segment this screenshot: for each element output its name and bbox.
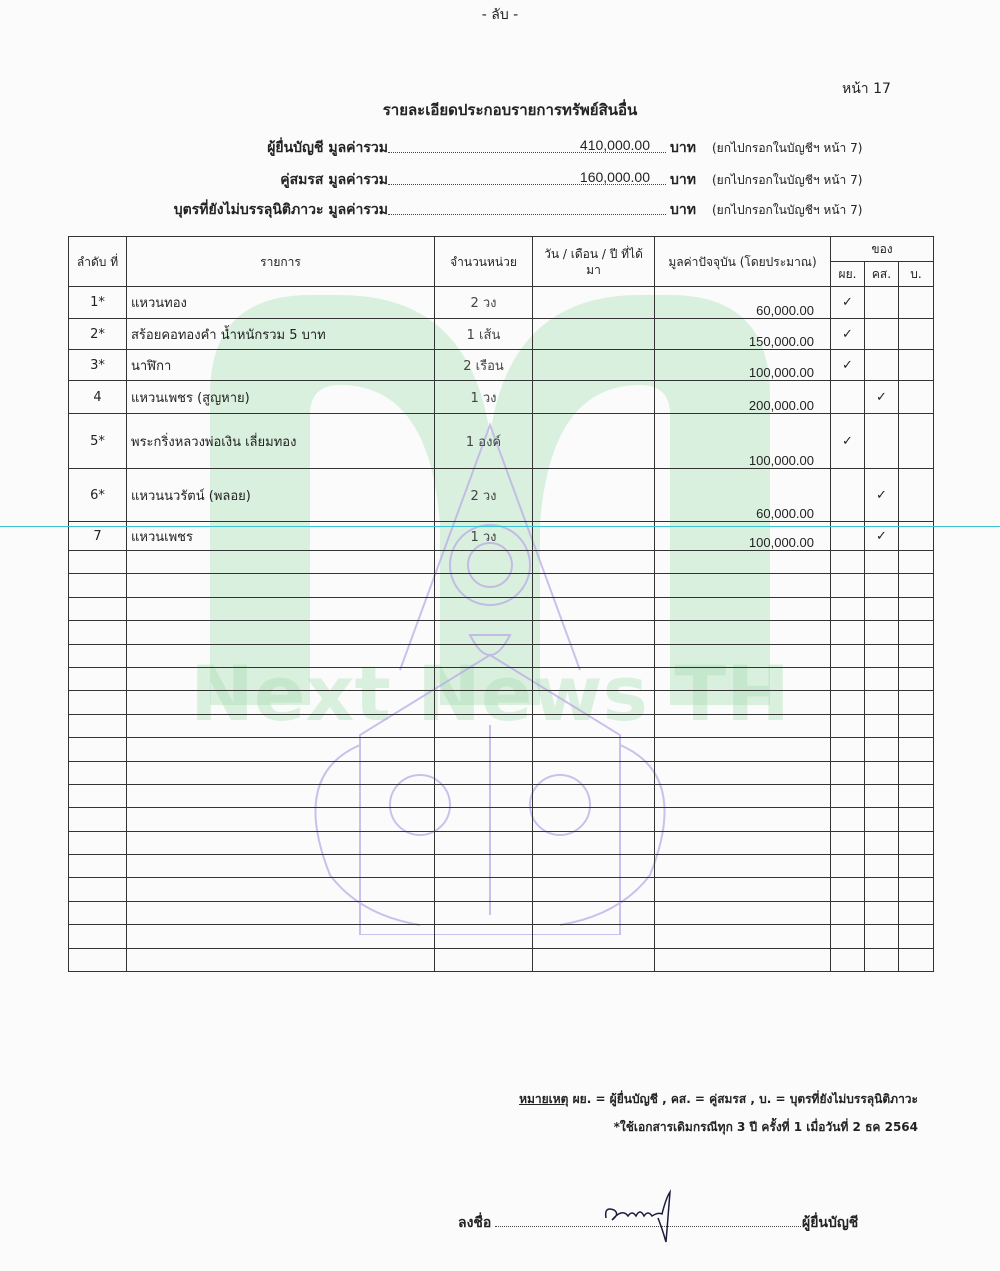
- empty-table-row: [69, 691, 934, 714]
- empty-cell: [435, 831, 533, 854]
- empty-cell: [127, 761, 435, 784]
- empty-cell: [655, 621, 831, 644]
- form-title: รายละเอียดประกอบรายการทรัพย์สินอื่น: [382, 101, 638, 119]
- empty-cell: [831, 878, 865, 901]
- empty-cell: [69, 644, 127, 667]
- empty-cell: [899, 714, 934, 737]
- empty-cell: [69, 831, 127, 854]
- empty-cell: [435, 621, 533, 644]
- empty-cell: [899, 878, 934, 901]
- empty-cell: [831, 667, 865, 690]
- empty-cell: [655, 691, 831, 714]
- empty-cell: [435, 667, 533, 690]
- empty-cell: [127, 948, 435, 971]
- row-no: 6*: [69, 469, 127, 522]
- empty-cell: [865, 667, 899, 690]
- empty-cell: [899, 831, 934, 854]
- empty-cell: [533, 878, 655, 901]
- empty-cell: [435, 574, 533, 597]
- empty-cell: [127, 714, 435, 737]
- empty-cell: [899, 621, 934, 644]
- empty-cell: [865, 714, 899, 737]
- empty-cell: [69, 597, 127, 620]
- row-value: 100,000.00: [655, 350, 831, 381]
- empty-cell: [831, 784, 865, 807]
- empty-cell: [533, 925, 655, 948]
- empty-cell: [831, 597, 865, 620]
- empty-cell: [865, 925, 899, 948]
- row-item: แหวนทอง: [127, 287, 435, 319]
- empty-cell: [899, 784, 934, 807]
- empty-cell: [69, 738, 127, 761]
- empty-cell: [435, 714, 533, 737]
- table-row: [69, 414, 934, 469]
- header-owner-filer: ผย.: [831, 262, 865, 287]
- row-date: [533, 319, 655, 350]
- empty-cell: [655, 644, 831, 667]
- row-no: 5*: [69, 414, 127, 469]
- check-spouse: ✓: [865, 522, 899, 551]
- empty-table-row: [69, 808, 934, 831]
- check-filer: [831, 381, 865, 414]
- empty-cell: [899, 644, 934, 667]
- empty-cell: [127, 855, 435, 878]
- header-item: รายการ: [127, 237, 435, 287]
- summary-value: 410,000.00: [579, 137, 650, 153]
- empty-cell: [69, 948, 127, 971]
- empty-cell: [865, 691, 899, 714]
- row-value: 60,000.00: [655, 287, 831, 319]
- empty-cell: [533, 901, 655, 924]
- remark: [0, 1090, 918, 1109]
- empty-cell: [69, 925, 127, 948]
- sign-label: ลงชื่อ: [458, 1215, 492, 1231]
- check-filer: [831, 469, 865, 522]
- summary-row-child: [0, 199, 1000, 223]
- empty-table-row: [69, 738, 934, 761]
- row-no: 1*: [69, 287, 127, 319]
- empty-cell: [831, 574, 865, 597]
- empty-cell: [865, 948, 899, 971]
- empty-table-row: [69, 855, 934, 878]
- handwritten-signature: [600, 1188, 690, 1248]
- empty-cell: [831, 551, 865, 574]
- empty-cell: [533, 621, 655, 644]
- empty-cell: [533, 855, 655, 878]
- row-value: 200,000.00: [655, 381, 831, 414]
- empty-cell: [831, 948, 865, 971]
- check-spouse: ✓: [865, 381, 899, 414]
- empty-table-row: [69, 621, 934, 644]
- empty-cell: [899, 738, 934, 761]
- empty-table-row: [69, 597, 934, 620]
- check-child: [899, 469, 934, 522]
- empty-table-row: [69, 948, 934, 971]
- empty-cell: [865, 878, 899, 901]
- empty-cell: [655, 948, 831, 971]
- empty-cell: [69, 901, 127, 924]
- empty-cell: [899, 574, 934, 597]
- asset-rows: [69, 287, 934, 972]
- empty-cell: [655, 901, 831, 924]
- empty-cell: [865, 761, 899, 784]
- empty-cell: [831, 925, 865, 948]
- summary-unit: บาท: [670, 140, 696, 156]
- empty-cell: [899, 761, 934, 784]
- summary-unit: บาท: [670, 172, 696, 188]
- empty-table-row: [69, 644, 934, 667]
- check-spouse: [865, 287, 899, 319]
- empty-cell: [899, 948, 934, 971]
- empty-cell: [533, 714, 655, 737]
- check-filer: ✓: [831, 319, 865, 350]
- empty-cell: [655, 551, 831, 574]
- check-child: [899, 319, 934, 350]
- empty-table-row: [69, 714, 934, 737]
- empty-cell: [655, 667, 831, 690]
- summary-row-spouse: [0, 169, 1000, 193]
- empty-cell: [435, 808, 533, 831]
- table-row: [69, 287, 934, 319]
- check-child: [899, 414, 934, 469]
- empty-cell: [533, 574, 655, 597]
- empty-cell: [533, 948, 655, 971]
- empty-cell: [127, 551, 435, 574]
- empty-cell: [533, 597, 655, 620]
- empty-cell: [69, 714, 127, 737]
- empty-cell: [435, 691, 533, 714]
- row-item: แหวนเพชร: [127, 522, 435, 551]
- empty-cell: [655, 784, 831, 807]
- empty-cell: [435, 738, 533, 761]
- header-value: มูลค่าปัจจุบัน (โดยประมาณ): [655, 237, 831, 287]
- document-note: *ใช้เอกสารเดิมกรณีทุก 3 ปี ครั้งที่ 1 เมื่อวันที่ 2 ธค 2564: [613, 1120, 918, 1134]
- empty-cell: [831, 621, 865, 644]
- table-row: [69, 350, 934, 381]
- empty-cell: [533, 691, 655, 714]
- row-no: 3*: [69, 350, 127, 381]
- row-qty: 2 วง: [435, 469, 533, 522]
- empty-cell: [655, 878, 831, 901]
- dotted-line: [388, 214, 666, 215]
- empty-cell: [69, 784, 127, 807]
- empty-cell: [899, 667, 934, 690]
- table-row: [69, 319, 934, 350]
- row-value: 60,000.00: [655, 469, 831, 522]
- empty-cell: [127, 901, 435, 924]
- row-item: แหวนนวรัตน์ (พลอย): [127, 469, 435, 522]
- empty-cell: [865, 831, 899, 854]
- empty-cell: [127, 574, 435, 597]
- empty-table-row: [69, 901, 934, 924]
- header-owner-spouse: คส.: [865, 262, 899, 287]
- empty-cell: [655, 574, 831, 597]
- empty-cell: [655, 831, 831, 854]
- empty-cell: [655, 738, 831, 761]
- row-no: 4: [69, 381, 127, 414]
- row-item: แหวนเพชร (สูญหาย): [127, 381, 435, 414]
- empty-cell: [899, 901, 934, 924]
- empty-cell: [69, 621, 127, 644]
- empty-cell: [435, 855, 533, 878]
- empty-cell: [127, 691, 435, 714]
- row-qty: 2 วง: [435, 287, 533, 319]
- empty-cell: [435, 761, 533, 784]
- check-spouse: [865, 350, 899, 381]
- check-filer: ✓: [831, 350, 865, 381]
- empty-cell: [127, 878, 435, 901]
- empty-cell: [533, 667, 655, 690]
- row-date: [533, 350, 655, 381]
- row-date: [533, 381, 655, 414]
- scan-artifact-line: [0, 526, 1000, 527]
- row-value: 100,000.00: [655, 414, 831, 469]
- check-filer: ✓: [831, 287, 865, 319]
- row-no: 7: [69, 522, 127, 551]
- empty-cell: [831, 738, 865, 761]
- row-item: พระกริ่งหลวงพ่อเงิน เลี่ยมทอง: [127, 414, 435, 469]
- empty-cell: [435, 784, 533, 807]
- empty-cell: [899, 808, 934, 831]
- empty-table-row: [69, 925, 934, 948]
- empty-cell: [865, 808, 899, 831]
- empty-cell: [435, 644, 533, 667]
- empty-cell: [435, 901, 533, 924]
- row-qty: 1 วง: [435, 381, 533, 414]
- empty-cell: [899, 925, 934, 948]
- empty-cell: [127, 644, 435, 667]
- empty-cell: [533, 738, 655, 761]
- empty-cell: [831, 691, 865, 714]
- empty-cell: [127, 784, 435, 807]
- row-item: สร้อยคอทองคำ น้ำหนักรวม 5 บาท: [127, 319, 435, 350]
- empty-cell: [831, 644, 865, 667]
- empty-cell: [533, 831, 655, 854]
- empty-cell: [865, 644, 899, 667]
- row-item: นาฬิกา: [127, 350, 435, 381]
- empty-cell: [655, 925, 831, 948]
- remark-text: ผย. = ผู้ยื่นบัญชี , คส. = คู่สมรส , บ. = บุตรที่ยังไม่บรรลุนิติภาวะ: [568, 1092, 918, 1106]
- empty-cell: [435, 948, 533, 971]
- empty-cell: [831, 714, 865, 737]
- empty-cell: [865, 784, 899, 807]
- empty-table-row: [69, 574, 934, 597]
- empty-cell: [69, 761, 127, 784]
- row-qty: 1 เส้น: [435, 319, 533, 350]
- empty-cell: [865, 574, 899, 597]
- check-child: [899, 287, 934, 319]
- header-qty: จำนวนหน่วย: [435, 237, 533, 287]
- empty-cell: [831, 855, 865, 878]
- empty-cell: [533, 808, 655, 831]
- summary-value: 160,000.00: [579, 169, 650, 185]
- empty-cell: [865, 621, 899, 644]
- row-value: 150,000.00: [655, 319, 831, 350]
- empty-cell: [533, 644, 655, 667]
- row-qty: 2 เรือน: [435, 350, 533, 381]
- table-row: [69, 469, 934, 522]
- summary-note: (ยกไปกรอกในบัญชีฯ หน้า 7): [712, 173, 863, 187]
- empty-cell: [69, 574, 127, 597]
- empty-cell: [655, 597, 831, 620]
- empty-cell: [127, 808, 435, 831]
- empty-cell: [899, 855, 934, 878]
- assets-table: [68, 236, 934, 972]
- empty-cell: [127, 597, 435, 620]
- summary-label: บุตรที่ยังไม่บรรลุนิติภาวะ มูลค่ารวม: [173, 202, 388, 218]
- empty-table-row: [69, 761, 934, 784]
- empty-cell: [899, 597, 934, 620]
- empty-cell: [69, 855, 127, 878]
- empty-cell: [127, 667, 435, 690]
- sign-role: ผู้ยื่นบัญชี: [802, 1215, 859, 1231]
- header-no: ลำดับ ที่: [69, 237, 127, 287]
- empty-cell: [127, 831, 435, 854]
- row-date: [533, 414, 655, 469]
- row-qty: 1 วง: [435, 522, 533, 551]
- row-date: [533, 287, 655, 319]
- empty-cell: [127, 925, 435, 948]
- summary-unit: บาท: [670, 202, 696, 218]
- check-filer: ✓: [831, 414, 865, 469]
- empty-cell: [865, 551, 899, 574]
- header-date: วัน / เดือน / ปี ที่ได้มา: [533, 237, 655, 287]
- empty-cell: [655, 808, 831, 831]
- empty-cell: [899, 691, 934, 714]
- empty-cell: [533, 784, 655, 807]
- empty-table-row: [69, 667, 934, 690]
- empty-cell: [831, 808, 865, 831]
- empty-cell: [127, 621, 435, 644]
- table-row: [69, 381, 934, 414]
- watermark-text: Next News TH: [190, 649, 790, 738]
- empty-cell: [533, 551, 655, 574]
- summary-note: (ยกไปกรอกในบัญชีฯ หน้า 7): [712, 141, 863, 155]
- empty-cell: [831, 901, 865, 924]
- empty-table-row: [69, 831, 934, 854]
- summary-label: ผู้ยื่นบัญชี มูลค่ารวม: [267, 140, 388, 156]
- check-spouse: [865, 319, 899, 350]
- summary-label: คู่สมรส มูลค่ารวม: [280, 172, 388, 188]
- header-owner-child: บ.: [899, 262, 934, 287]
- empty-cell: [435, 597, 533, 620]
- empty-cell: [533, 761, 655, 784]
- check-child: [899, 350, 934, 381]
- remark-heading: หมายเหตุ: [519, 1092, 569, 1106]
- empty-cell: [69, 808, 127, 831]
- empty-cell: [655, 761, 831, 784]
- row-qty: 1 องค์: [435, 414, 533, 469]
- empty-table-row: [69, 784, 934, 807]
- empty-cell: [865, 855, 899, 878]
- empty-table-row: [69, 878, 934, 901]
- summary-note: (ยกไปกรอกในบัญชีฯ หน้า 7): [712, 203, 863, 217]
- row-date: [533, 469, 655, 522]
- row-value: 100,000.00: [655, 522, 831, 551]
- row-no: 2*: [69, 319, 127, 350]
- empty-cell: [865, 738, 899, 761]
- empty-cell: [69, 691, 127, 714]
- empty-cell: [127, 738, 435, 761]
- empty-cell: [865, 901, 899, 924]
- empty-cell: [655, 855, 831, 878]
- empty-cell: [831, 831, 865, 854]
- empty-cell: [899, 551, 934, 574]
- empty-cell: [69, 878, 127, 901]
- header-owner: ของ: [831, 237, 934, 262]
- classification-label: - ลับ -: [481, 7, 519, 23]
- check-spouse: ✓: [865, 469, 899, 522]
- check-child: [899, 381, 934, 414]
- empty-table-row: [69, 551, 934, 574]
- empty-cell: [831, 761, 865, 784]
- summary-row-filer: [0, 137, 1000, 161]
- page-number: หน้า 17: [842, 81, 891, 97]
- empty-cell: [655, 714, 831, 737]
- empty-cell: [69, 551, 127, 574]
- empty-cell: [435, 551, 533, 574]
- empty-cell: [865, 597, 899, 620]
- empty-cell: [435, 878, 533, 901]
- check-spouse: [865, 414, 899, 469]
- empty-cell: [69, 667, 127, 690]
- empty-cell: [435, 925, 533, 948]
